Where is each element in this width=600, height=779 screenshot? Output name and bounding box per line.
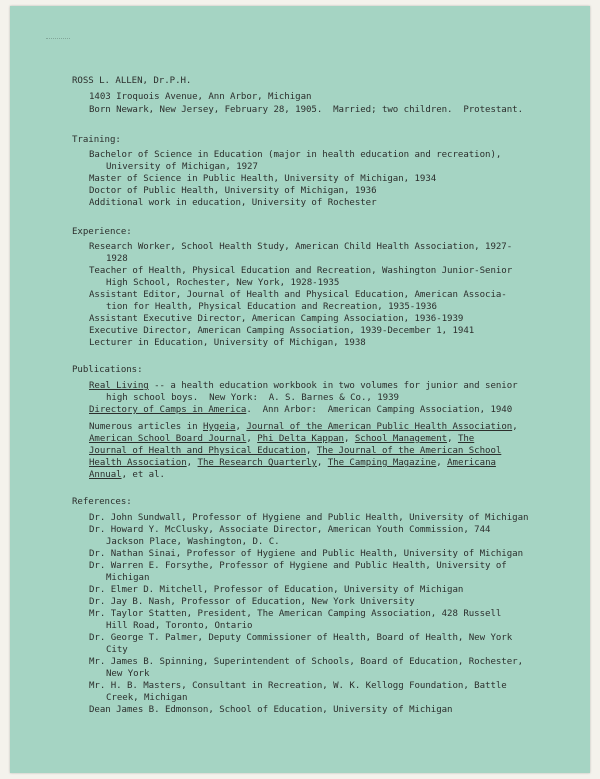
separator: ,	[246, 434, 258, 444]
journal-title: Journal of Health and Physical Education	[89, 446, 306, 456]
reference-item: Mr. H. B. Masters, Consultant in Recreation, W. K. Kellogg Foundation, Battle	[89, 681, 507, 691]
publication-item	[89, 381, 518, 392]
birth-line: Born Newark, New Jersey, February 28, 1905. Married; two children. Protestant.	[89, 105, 523, 115]
training-heading: Training:	[72, 135, 121, 145]
training-item: Bachelor of Science in Education (major in health education and recreation),	[89, 150, 502, 160]
experience-heading: Experience:	[72, 227, 132, 237]
reference-item: Hill Road, Toronto, Ontario	[106, 621, 253, 631]
journal-title: The Journal of the American School	[316, 446, 502, 456]
references-heading: References:	[72, 497, 132, 507]
reference-item: Mr. Taylor Statten, President, The American Camping Association, 428 Russell	[89, 609, 502, 619]
articles-line	[89, 446, 501, 457]
publications-heading: Publications:	[72, 365, 143, 375]
articles-line	[89, 434, 474, 445]
reference-item: Michigan	[106, 573, 150, 583]
reference-item: Dr. Warren E. Forsythe, Professor of Hygiene and Public Health, University of	[89, 561, 507, 571]
publication-text: . Ann Arbor: American Camping Association, 1940	[246, 405, 513, 415]
separator: ,	[186, 458, 198, 468]
articles-intro: Numerous articles in	[89, 422, 203, 432]
publication-item	[89, 405, 512, 416]
reference-item: City	[106, 645, 128, 655]
training-item: Doctor of Public Health, University of Michigan, 1936	[89, 186, 377, 196]
articles-etal: , et al.	[121, 470, 165, 480]
reference-item: Dr. Jay B. Nash, Professor of Education, New York University	[89, 597, 415, 607]
articles-line	[89, 470, 165, 481]
reference-item: Dr. Elmer D. Mitchell, Professor of Education, University of Michigan	[89, 585, 464, 595]
reference-item: Jackson Place, Washington, D. C.	[106, 537, 280, 547]
experience-item: Teacher of Health, Physical Education and Recreation, Washington Junior-Senior	[89, 266, 513, 276]
journal-title: The Camping Magazine	[327, 458, 437, 468]
training-item: Master of Science in Public Health, University of Michigan, 1934	[89, 174, 437, 184]
separator: ,	[306, 446, 317, 456]
reference-item: Mr. James B. Spinning, Superintendent of Schools, Board of Education, Rochester,	[89, 657, 523, 667]
experience-item: Research Worker, School Health Study, American Child Health Association, 1927-	[89, 242, 513, 252]
reference-item: Dr. John Sundwall, Professor of Hygiene and Public Health, University of Michigan	[89, 513, 529, 523]
separator: ,	[447, 434, 458, 444]
experience-item: Assistant Executive Director, American Camping Association, 1936-1939	[89, 314, 464, 324]
separator: ,	[235, 422, 247, 432]
experience-item: Executive Director, American Camping Association, 1939-December 1, 1941	[89, 326, 475, 336]
experience-item: Lecturer in Education, University of Michigan, 1938	[89, 338, 366, 348]
articles-line	[89, 422, 518, 433]
reference-item: Dean James B. Edmonson, School of Education, University of Michigan	[89, 705, 453, 715]
experience-item: Assistant Editor, Journal of Health and Physical Education, American Associa-	[89, 290, 507, 300]
journal-title: American School Board Journal	[89, 434, 247, 444]
journal-title: Journal of the American Public Health Association	[246, 422, 513, 432]
book-title: Real Living	[89, 381, 149, 391]
journal-title: Hygeia	[202, 422, 236, 432]
separator: ,	[512, 422, 518, 432]
journal-title: The Research Quarterly	[197, 458, 317, 468]
journal-title: School Management	[354, 434, 448, 444]
book-title: Directory of Camps in America	[89, 405, 247, 415]
reference-item: Dr. Howard Y. McClusky, Associate Director, American Youth Commission, 744	[89, 525, 491, 535]
publication-item: high school boys. New York: A. S. Barnes & Co., 1939	[106, 393, 399, 403]
journal-title: Health Association	[89, 458, 187, 468]
person-name: ROSS L. ALLEN, Dr.P.H.	[72, 76, 192, 86]
journal-title: Americana	[447, 458, 496, 468]
journal-title: Phi Delta Kappan	[257, 434, 344, 444]
address-line: 1403 Iroquois Avenue, Ann Arbor, Michigan	[89, 92, 312, 102]
training-item: Additional work in education, University of Rochester	[89, 198, 377, 208]
paper-sheet	[10, 6, 590, 773]
reference-item: Creek, Michigan	[106, 693, 188, 703]
experience-item: High School, Rochester, New York, 1928-1935	[106, 278, 340, 288]
reference-item: Dr. George T. Palmer, Deputy Commissioner of Health, Board of Health, New York	[89, 633, 513, 643]
experience-item: tion for Health, Physical Education and Recreation, 1935-1936	[106, 302, 437, 312]
journal-title: Annual	[89, 470, 122, 480]
training-item: University of Michigan, 1927	[106, 162, 258, 172]
articles-line	[89, 458, 496, 469]
separator: ,	[436, 458, 448, 468]
reference-item: New York	[106, 669, 150, 679]
separator: ,	[316, 458, 328, 468]
experience-item: 1928	[106, 254, 128, 264]
reference-item: Dr. Nathan Sinai, Professor of Hygiene and Public Health, University of Michigan	[89, 549, 523, 559]
publication-text: -- a health education workbook in two volumes for junior and senior	[148, 381, 518, 391]
resume-document	[10, 6, 590, 773]
separator: ,	[344, 434, 355, 444]
journal-title: The	[457, 434, 475, 444]
